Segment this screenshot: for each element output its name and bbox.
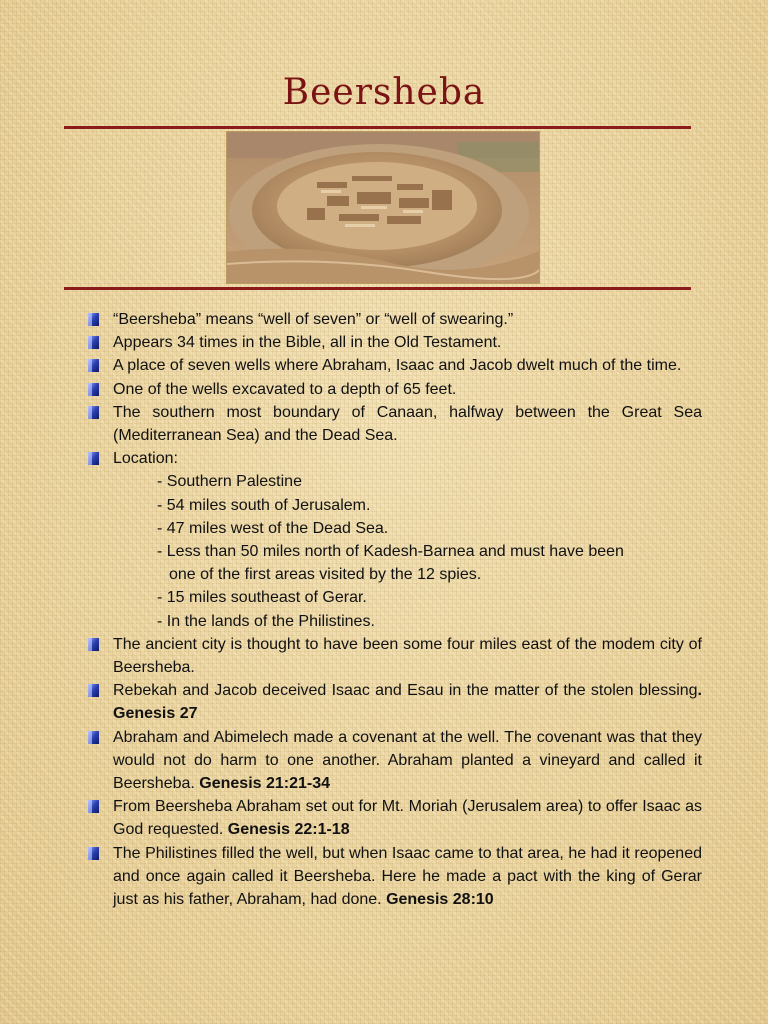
list-item bbox=[86, 401, 702, 447]
list-item bbox=[86, 842, 702, 912]
bullet-square-icon bbox=[88, 638, 99, 651]
scripture-reference: . Genesis 27 bbox=[113, 682, 702, 723]
fact-list bbox=[86, 308, 702, 911]
scripture-reference: Genesis 21:21-34 bbox=[199, 775, 331, 793]
bullet-square-icon bbox=[88, 800, 99, 813]
fact-well-depth: One of the wells excavated to a depth of 65 feet. bbox=[113, 380, 457, 398]
bullet-square-icon bbox=[88, 731, 99, 744]
bullet-square-icon bbox=[88, 383, 99, 396]
list-item bbox=[86, 633, 702, 679]
title-divider-bottom bbox=[64, 287, 691, 290]
list-item bbox=[86, 354, 702, 377]
page-title: Beersheba bbox=[282, 72, 486, 113]
location-line: - In the lands of the Philistines. bbox=[157, 612, 375, 630]
location-line: - Less than 50 miles north of Kadesh-Barnea and must have been bbox=[157, 543, 624, 561]
location-line: - 15 miles southeast of Gerar. bbox=[157, 589, 367, 607]
title-divider-top bbox=[64, 126, 691, 129]
list-item bbox=[86, 447, 702, 633]
fact-ancient-city: The ancient city is thought to have been some four miles east of the modem city of Beersheba. bbox=[113, 635, 702, 677]
bullet-square-icon bbox=[88, 847, 99, 860]
fact-stolen-blessing: Rebekah and Jacob deceived Isaac and Esau in the matter of the stolen blessing bbox=[113, 682, 698, 700]
bullet-square-icon bbox=[88, 313, 99, 326]
bullet-square-icon bbox=[88, 406, 99, 419]
scripture-reference: Genesis 22:1-18 bbox=[227, 821, 350, 839]
bullet-square-icon bbox=[88, 684, 99, 697]
location-heading: Location: bbox=[113, 450, 178, 468]
bullet-square-icon bbox=[88, 336, 99, 349]
bullet-square-icon bbox=[88, 359, 99, 372]
location-line: - 47 miles west of the Dead Sea. bbox=[157, 519, 389, 537]
bullet-square-icon bbox=[88, 452, 99, 465]
fact-seven-wells: A place of seven wells where Abraham, Isaac and Jacob dwelt much of the time. bbox=[113, 357, 682, 375]
list-item bbox=[86, 331, 702, 354]
fact-meaning: “Beersheba” means “well of seven” or “well of swearing.” bbox=[113, 311, 514, 328]
fact-boundary: The southern most boundary of Canaan, halfway between the Great Sea (Mediterranean Sea) and the Dead Sea. bbox=[113, 403, 702, 445]
aerial-photo-tel-beersheba bbox=[226, 131, 540, 284]
list-item bbox=[86, 679, 702, 725]
location-line-continued: one of the first areas visited by the 12 spies. bbox=[169, 566, 482, 584]
list-item bbox=[86, 308, 702, 331]
fact-covenant: Abraham and Abimelech made a covenant at the well. The covenant was that they would not do harm to one another. Abraham planted a vineyard and called it Beersheba. bbox=[113, 728, 702, 793]
location-line: - 54 miles south of Jerusalem. bbox=[157, 496, 371, 514]
scripture-reference: Genesis 28:10 bbox=[386, 891, 494, 909]
location-line: - Southern Palestine bbox=[157, 473, 302, 491]
fact-occurrences: Appears 34 times in the Bible, all in the Old Testament. bbox=[113, 334, 502, 352]
list-item bbox=[86, 726, 702, 796]
list-item bbox=[86, 795, 702, 841]
fact-mt-moriah: From Beersheba Abraham set out for Mt. Moriah (Jerusalem area) to offer Isaac as God requested. bbox=[113, 798, 702, 839]
fact-philistines-well: The Philistines filled the well, but when Isaac came to that area, he had it reopened and once again called it Beersheba. Here he made a pact with the king of Gerar just as his father, Abraham, had done. bbox=[113, 844, 702, 909]
list-item bbox=[86, 378, 702, 401]
